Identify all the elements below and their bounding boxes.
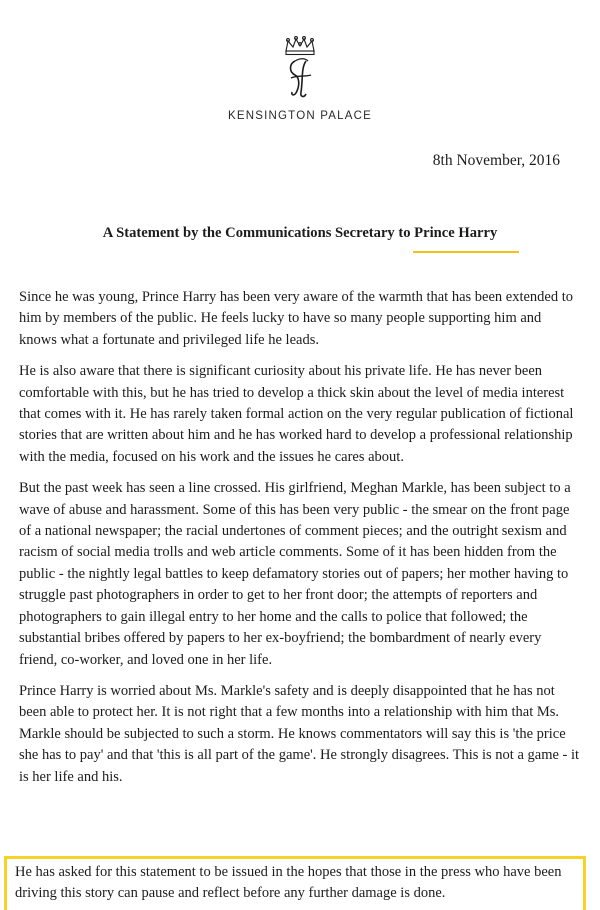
paragraph: He is also aware that there is significant curiosity about his private life. He has never been comfortable with this, but he has tried to develop a thick skin about the level of media interest that comes with it. He has rarely taken formal action on the very regular publication of fictional stories that are written about him and he has worked hard to develop a professional relationship with the media, focused on his work and the issues he cares about. xyxy=(19,363,574,465)
paragraph: Prince Harry is worried about Ms. Markle's safety and is deeply disappointed that he has not been able to protect her. It is not right that a few months into a relationship with him that Ms. Markle should be subjected to such a storm. He knows commentators will say this is 'the price she has to pay' and that 'this is all part of the game'. He strongly disagrees. This is not a game - it is her life and his. xyxy=(19,682,580,785)
statement-date: 8th November, 2016 xyxy=(432,152,560,169)
letterhead xyxy=(0,34,600,122)
title-highlight-underline xyxy=(413,251,519,253)
paragraph: But the past week has seen a line crossed. His girlfriend, Meghan Markle, has been subject to a wave of abuse and harassment. Some of this has been very public - the smear on the front page of a national newspaper; the racial undertones of comment pieces; and the outright sexism and racism of social media trolls and web article comments. Some of it has been hidden from the public - the nightly legal battles to keep defamatory stories out of papers; her mother having to struggle past photographers in order to get to her front door; the attempts of reporters and photographers to gain illegal entry to her home and the calls to police that followed; the substantial bribes offered by papers to her ex-boyfriend; the bombardment of nearly every friend, co-worker, and loved one in her life. xyxy=(19,480,571,668)
organisation-name: KENSINGTON PALACE xyxy=(228,110,372,122)
highlighted-paragraph: He has asked for this statement to be issued in the hopes that those in the press who have been driving this story can pause and reflect before any further damage is done. xyxy=(15,864,562,901)
paragraph: Since he was young, Prince Harry has been very aware of the warmth that has been extended to him by members of the public. He feels lucky to have so many people supporting him and knows what a fortunate and privileged life he leads. xyxy=(19,289,574,348)
statement-title: A Statement by the Communications Secretary to Prince Harry xyxy=(102,225,498,241)
crown-h-monogram-icon xyxy=(265,34,335,104)
statement-body xyxy=(19,287,581,798)
